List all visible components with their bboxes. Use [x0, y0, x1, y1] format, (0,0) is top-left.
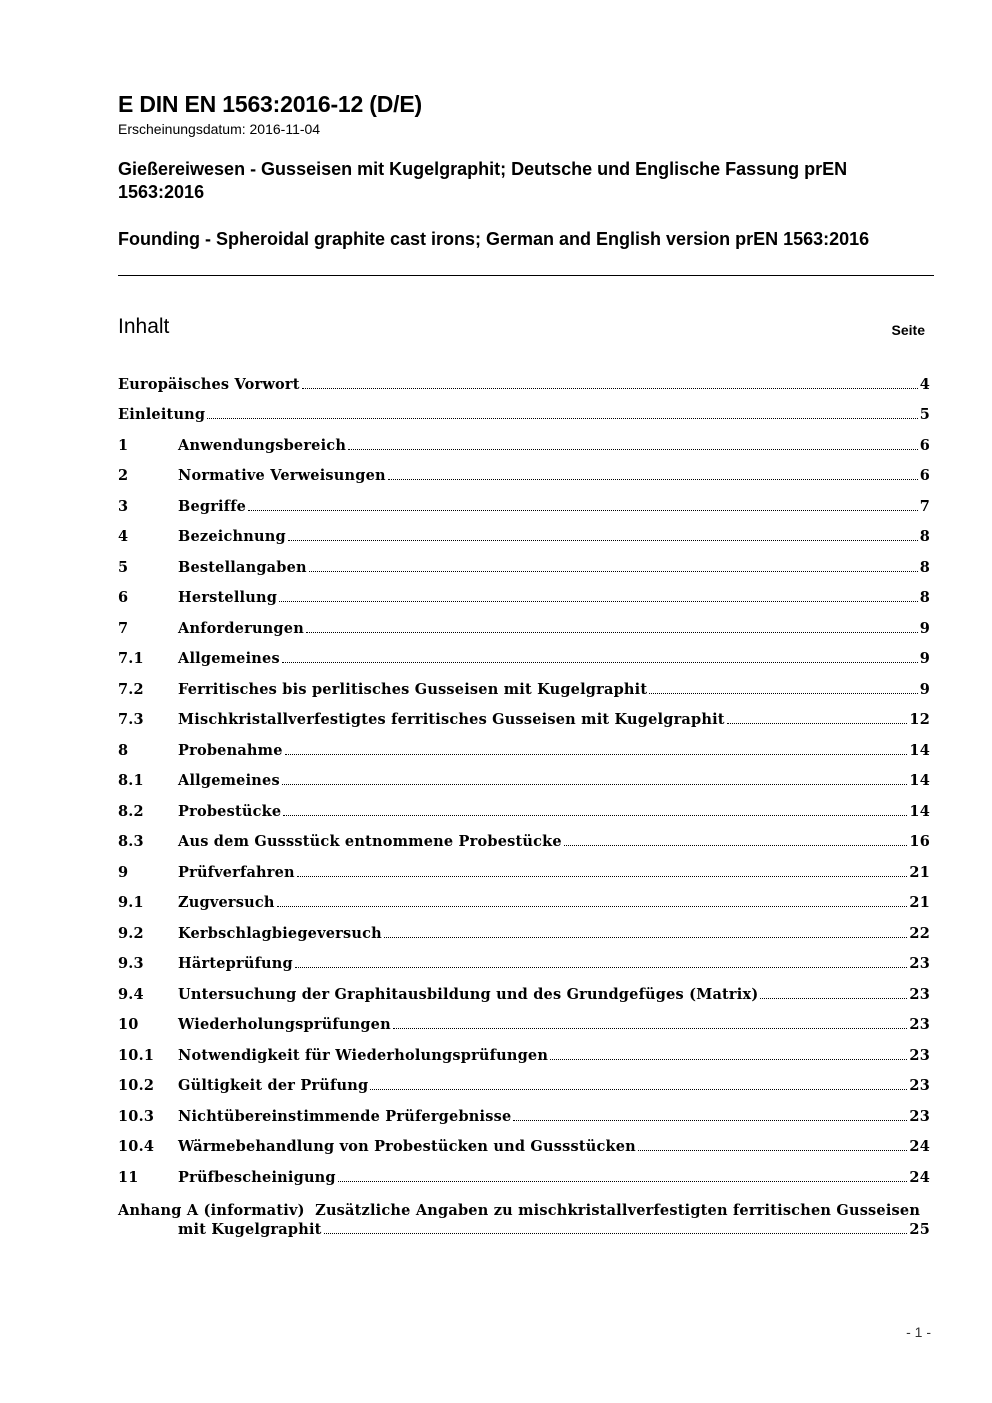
toc-entry-title: Bezeichnung	[178, 528, 286, 545]
toc-entry-number: 9.4	[118, 985, 144, 1003]
dot-leader	[727, 723, 908, 724]
toc-entry[interactable]	[118, 949, 930, 980]
dot-leader	[564, 845, 908, 846]
toc-entry-page: 23	[909, 1077, 930, 1094]
dot-leader	[282, 662, 918, 663]
toc-entry-page: 24	[909, 1168, 930, 1186]
dot-leader	[348, 449, 918, 450]
dot-leader	[277, 906, 908, 907]
toc-entry-page: 14	[909, 741, 930, 759]
toc-entry-annex[interactable]	[118, 1193, 930, 1245]
toc-entry-number: 5	[118, 558, 129, 576]
toc-entry-title: Notwendigkeit für Wiederholungsprüfungen	[178, 1046, 549, 1064]
annex-page: 25	[909, 1220, 930, 1238]
toc-entry-number: 8.1	[118, 772, 144, 789]
title-german: Gießereiwesen - Gusseisen mit Kugelgraphit; Deutsche und Englische Fassung prEN 1563:2016	[118, 159, 848, 202]
toc-entry-page: 8	[919, 528, 930, 545]
dot-leader	[207, 418, 917, 419]
toc-entry-number: 3	[118, 497, 129, 515]
toc-entry-page: 8	[919, 558, 930, 576]
toc-entry-number: 9.2	[118, 924, 144, 942]
dot-leader	[384, 937, 908, 938]
toc-entry-page: 23	[909, 1107, 930, 1125]
toc-entry[interactable]	[118, 979, 930, 1010]
toc-entry[interactable]	[118, 827, 930, 858]
toc-entry-page: 4	[919, 375, 930, 393]
toc-entry-title: Probestücke	[178, 802, 282, 820]
toc-entry-page: 7	[919, 497, 930, 515]
toc-entry-page: 6	[919, 467, 930, 484]
toc-entry-number: 10.2	[118, 1077, 155, 1094]
toc-entry-title: Anforderungen	[178, 619, 304, 637]
annex-label: Anhang A (informativ)	[118, 1201, 305, 1219]
toc-entry[interactable]	[118, 674, 930, 705]
toc-entry-title: Mischkristallverfestigtes ferritisches Gusseisen mit Kugelgraphit	[178, 711, 725, 728]
dot-leader	[248, 510, 918, 511]
toc-entry-number: 9.3	[118, 955, 144, 972]
dot-leader	[309, 571, 918, 572]
toc-entry-number: 4	[118, 528, 129, 545]
toc-entry[interactable]	[118, 1010, 930, 1041]
toc-entry[interactable]	[118, 644, 930, 675]
dot-leader	[338, 1181, 908, 1182]
annex-title-line2: mit Kugelgraphit	[178, 1220, 322, 1238]
page-number: - 1 -	[906, 1324, 931, 1340]
toc-entry-title: Ferritisches bis perlitisches Gusseisen mit Kugelgraphit	[178, 680, 648, 698]
toc-entry-page: 23	[909, 985, 930, 1003]
toc-entry-number: 10.4	[118, 1138, 155, 1155]
dot-leader	[285, 754, 908, 755]
toc-entry-page: 23	[909, 1016, 930, 1033]
toc-entry-title: Herstellung	[178, 589, 278, 606]
toc-entry[interactable]	[118, 1101, 930, 1132]
dot-leader	[283, 815, 907, 816]
toc-entry-page: 14	[909, 802, 930, 820]
toc-entry-number: 10.3	[118, 1107, 155, 1125]
toc-entry[interactable]	[118, 857, 930, 888]
toc-entry[interactable]	[118, 522, 930, 553]
dot-leader	[288, 540, 918, 541]
toc-entry-title: Allgemeines	[178, 650, 280, 667]
toc-entry-number: 2	[118, 467, 129, 484]
dot-leader	[282, 784, 908, 785]
dot-leader	[370, 1089, 907, 1090]
toc-entry[interactable]	[118, 1071, 930, 1102]
toc-entry-page: 24	[909, 1138, 930, 1155]
toc-entry-page: 23	[909, 955, 930, 972]
toc-entry[interactable]	[118, 369, 930, 400]
toc-entry[interactable]	[118, 735, 930, 766]
toc-entry[interactable]	[118, 888, 930, 919]
document-title: E DIN EN 1563:2016-12 (D/E)	[118, 91, 422, 117]
dot-leader	[649, 693, 917, 694]
toc-entry[interactable]	[118, 583, 930, 614]
toc-entry[interactable]	[118, 430, 930, 461]
dot-leader	[297, 876, 908, 877]
toc-entry-number: 1	[118, 436, 129, 454]
toc-entry-page: 14	[909, 772, 930, 789]
toc-entry-page: 9	[919, 680, 930, 698]
toc-entry[interactable]	[118, 400, 930, 431]
toc-entry-title: Europäisches Vorwort	[118, 375, 300, 393]
toc-entry-title: Wärmebehandlung von Probestücken und Gussstücken	[178, 1138, 636, 1155]
toc-entry-title: Prüfverfahren	[178, 863, 295, 881]
dot-leader	[279, 601, 918, 602]
toc-entry-title: Normative Verweisungen	[178, 467, 386, 484]
toc-entry-page: 5	[919, 406, 930, 423]
toc-entry-page: 8	[919, 589, 930, 606]
toc-entry-page: 9	[919, 650, 930, 667]
toc-heading: Inhalt	[118, 315, 170, 338]
toc-entry-number: 8.2	[118, 802, 144, 820]
dot-leader	[388, 479, 918, 480]
toc-entry-number: 6	[118, 589, 129, 606]
toc-entry-title: Begriffe	[178, 497, 247, 515]
toc-entry-page: 21	[909, 894, 930, 911]
toc-entry-number: 8	[118, 741, 129, 759]
toc-entry-title: Härteprüfung	[178, 955, 293, 972]
toc-entry[interactable]	[118, 613, 930, 644]
toc-entry-number: 10.1	[118, 1046, 155, 1064]
toc-entry-title: Aus dem Gussstück entnommene Probestücke	[178, 833, 562, 850]
toc-entry-page: 22	[909, 924, 930, 942]
toc-entry-title: Einleitung	[118, 406, 206, 423]
toc-entry-number: 7.1	[118, 650, 144, 667]
toc-entry-number: 10	[118, 1016, 139, 1033]
toc-entry[interactable]	[118, 1162, 930, 1193]
toc-entry[interactable]	[118, 1040, 930, 1071]
toc-entry-page: 21	[909, 863, 930, 881]
toc-entry-title: Prüfbescheinigung	[178, 1168, 336, 1186]
table-of-contents	[118, 369, 930, 1245]
toc-entry-number: 8.3	[118, 833, 144, 850]
toc-entry-page: 23	[909, 1046, 930, 1064]
toc-entry-title: Bestellangaben	[178, 558, 307, 576]
toc-entry-page: 9	[919, 619, 930, 637]
toc-entry-number: 9.1	[118, 894, 144, 911]
toc-entry[interactable]	[118, 705, 930, 736]
toc-entry[interactable]	[118, 552, 930, 583]
toc-entry[interactable]	[118, 918, 930, 949]
dot-leader	[302, 388, 918, 389]
dot-leader	[306, 632, 918, 633]
toc-entry-title: Allgemeines	[178, 772, 280, 789]
toc-entry-number: 7.2	[118, 680, 144, 698]
toc-entry-page: 6	[919, 436, 930, 454]
toc-entry-page: 16	[909, 833, 930, 850]
dot-leader	[760, 998, 907, 999]
dot-leader	[324, 1233, 908, 1234]
toc-entry-title: Gültigkeit der Prüfung	[178, 1077, 369, 1094]
toc-entry-number: 11	[118, 1168, 139, 1186]
dot-leader	[393, 1028, 908, 1029]
toc-entry[interactable]	[118, 796, 930, 827]
toc-entry-title: Anwendungsbereich	[178, 436, 347, 454]
toc-entry-title: Kerbschlagbiegeversuch	[178, 924, 382, 942]
dot-leader	[513, 1120, 907, 1121]
toc-entry[interactable]	[118, 766, 930, 797]
toc-entry-title: Wiederholungsprüfungen	[178, 1016, 391, 1033]
toc-entry-number: 7	[118, 619, 129, 637]
toc-entry-title: Probenahme	[178, 741, 283, 759]
annex-title-line1: Zusätzliche Angaben zu mischkristallverfestigten ferritischen Gusseisen	[315, 1201, 921, 1219]
dot-leader	[295, 967, 908, 968]
toc-entry-title: Untersuchung der Graphitausbildung und des Grundgefüges (Matrix)	[178, 985, 759, 1003]
header-divider	[118, 275, 934, 276]
publication-date: Erscheinungsdatum: 2016-11-04	[118, 121, 321, 137]
toc-entry-number: 7.3	[118, 711, 144, 728]
title-english: Founding - Spheroidal graphite cast irons; German and English version prEN 1563:2016	[118, 229, 870, 249]
toc-entry-page: 12	[909, 711, 930, 728]
toc-entry[interactable]	[118, 461, 930, 492]
toc-entry[interactable]	[118, 1132, 930, 1163]
toc-entry-number: 9	[118, 863, 129, 881]
dot-leader	[550, 1059, 907, 1060]
toc-page-label: Seite	[891, 322, 925, 338]
toc-entry[interactable]	[118, 491, 930, 522]
dot-leader	[638, 1150, 907, 1151]
toc-entry-title: Zugversuch	[178, 894, 275, 911]
toc-entry-title: Nichtübereinstimmende Prüfergebnisse	[178, 1107, 512, 1125]
